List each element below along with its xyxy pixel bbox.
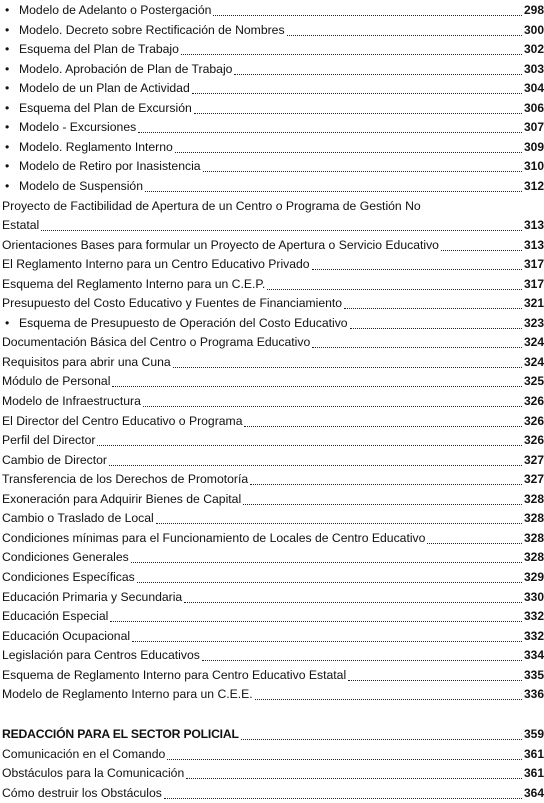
dot-leader (184, 602, 522, 603)
dot-leader (112, 386, 522, 387)
toc-entry-label: Comunicación en el Comando (2, 747, 166, 761)
toc-subentry (2, 137, 544, 157)
toc-entry (2, 411, 544, 431)
toc-page-number: 359 (523, 727, 544, 741)
toc-entry (2, 469, 544, 489)
dot-leader (186, 778, 522, 779)
dot-leader (143, 406, 522, 407)
toc-entry-label: Presupuesto del Costo Educativo y Fuentes de Financiamiento (2, 296, 343, 310)
toc-page-number: 312 (523, 179, 544, 193)
toc-entry-label: Cómo destruir los Obstáculos (2, 786, 162, 800)
dot-leader (41, 230, 522, 231)
dot-leader (255, 699, 522, 700)
toc-entry-label: Modelo de Retiro por Inasistencia (19, 159, 201, 173)
bullet-icon: • (5, 140, 10, 154)
dot-leader (241, 739, 522, 740)
toc-entry-label: Condiciones Específicas (2, 570, 135, 584)
toc-entry (2, 587, 544, 607)
toc-entry (2, 783, 544, 803)
toc-entry-label: Educación Ocupacional (2, 629, 131, 643)
toc-page-number: 328 (523, 511, 544, 525)
toc-page-number: 321 (523, 296, 544, 310)
dot-leader (250, 484, 522, 485)
toc-page-number: 328 (523, 531, 544, 545)
toc-subentry (2, 98, 544, 118)
toc-entry-label: Modelo. Reglamento Interno (19, 140, 173, 154)
bullet-icon: • (5, 3, 10, 17)
dot-leader (109, 465, 522, 466)
bullet-icon: • (5, 101, 10, 115)
toc-entry (2, 626, 544, 646)
bullet-icon: • (5, 159, 10, 173)
toc-entry-label: Esquema del Plan de Excursión (19, 101, 192, 115)
dot-leader (156, 523, 522, 524)
toc-entry-label: Esquema de Reglamento Interno para Centro Educativo Estatal (2, 668, 347, 682)
toc-page-number: 313 (523, 218, 544, 232)
toc-entry-label: Modelo de un Plan de Actividad (19, 81, 190, 95)
dot-leader (213, 15, 522, 16)
toc-entry-label: El Reglamento Interno para un Centro Educativo Privado (2, 257, 310, 271)
toc-page-number: 327 (523, 472, 544, 486)
toc-page-number: 303 (523, 62, 544, 76)
toc-entry (2, 684, 544, 704)
toc-subentry (2, 117, 544, 137)
dot-leader (427, 543, 522, 544)
toc-page-number: 364 (523, 786, 544, 800)
toc-entry-label: El Director del Centro Educativo o Programa (2, 414, 243, 428)
toc-page-number: 324 (523, 355, 544, 369)
dot-leader (137, 582, 522, 583)
toc-entry-label: Módulo de Personal (2, 374, 111, 388)
toc-entry (2, 489, 544, 509)
dot-leader (145, 191, 522, 192)
toc-page-number: 324 (523, 335, 544, 349)
dot-leader (344, 308, 522, 309)
toc-entry-label: Modelo de Suspensión (19, 179, 143, 193)
toc-entry (2, 547, 544, 567)
dot-leader (202, 660, 522, 661)
toc-entry (2, 606, 544, 626)
toc-section-heading (2, 724, 544, 744)
toc-page-number: 306 (523, 101, 544, 115)
toc-entry-label: Proyecto de Factibilidad de Apertura de un Centro o Programa de Gestión No (2, 199, 421, 213)
toc-entry-label: Cambio de Director (2, 453, 107, 467)
toc-page-number: 302 (523, 42, 544, 56)
toc-page-number: 330 (523, 590, 544, 604)
toc-entry-label: Transferencia de los Derechos de Promotoría (2, 472, 249, 486)
toc-entry-label: Modelo de Infraestructura (2, 394, 141, 408)
dot-leader (138, 132, 522, 133)
toc-page-number: 361 (523, 747, 544, 761)
toc-entry (2, 274, 544, 294)
dot-leader (173, 367, 522, 368)
toc-page-number: 307 (523, 120, 544, 134)
toc-entry-label: Estatal (2, 218, 40, 232)
dot-leader (175, 152, 522, 153)
toc-page-number: 323 (523, 316, 544, 330)
dot-leader (167, 759, 522, 760)
toc-page-number: 304 (523, 81, 544, 95)
toc-subentry (2, 176, 544, 196)
bullet-icon: • (5, 42, 10, 56)
dot-leader (203, 171, 522, 172)
toc-entry (2, 508, 544, 528)
toc-page-number: 317 (523, 277, 544, 291)
toc-entry (2, 430, 544, 450)
dot-leader (244, 426, 521, 427)
dot-leader (287, 35, 522, 36)
toc-page-number: 361 (523, 766, 544, 780)
toc-entry-label: REDACCIÓN PARA EL SECTOR POLICIAL (2, 727, 239, 741)
dot-leader (312, 347, 522, 348)
bullet-icon: • (5, 81, 10, 95)
toc-entry (2, 665, 544, 685)
dot-leader (164, 798, 522, 799)
toc-entry-label: Modelo. Decreto sobre Rectificación de Nombres (19, 23, 285, 37)
dot-leader (312, 269, 522, 270)
toc-entry (2, 763, 544, 783)
toc-page-number: 332 (523, 629, 544, 643)
toc-entry-label: Educación Primaria y Secundaria (2, 590, 183, 604)
toc-subentry (2, 59, 544, 79)
toc-subentry (2, 0, 544, 20)
toc-entry-label: Modelo. Aprobación de Plan de Trabajo (19, 62, 233, 76)
toc-entry (2, 196, 544, 216)
toc-entry-label: Condiciones Generales (2, 550, 129, 564)
toc-entry-label: Modelo de Reglamento Interno para un C.E.E. (2, 687, 253, 701)
toc-entry (2, 528, 544, 548)
dot-leader (267, 289, 522, 290)
toc-entry-label: Educación Especial (2, 609, 109, 623)
toc-page-number: 327 (523, 453, 544, 467)
toc-subentry (2, 313, 544, 333)
toc-page-number: 329 (523, 570, 544, 584)
toc-entry-label: Obstáculos para la Comunicación (2, 766, 185, 780)
toc-page-number: 309 (523, 140, 544, 154)
toc-entry-label: Perfil del Director (2, 433, 96, 447)
toc-entry-label: Esquema de Presupuesto de Operación del Costo Educativo (19, 316, 348, 330)
toc-page-number: 325 (523, 374, 544, 388)
bullet-icon: • (5, 62, 10, 76)
toc-entry-label: Documentación Básica del Centro o Programa Educativo (2, 335, 311, 349)
dot-leader (234, 74, 522, 75)
toc-page-number: 336 (523, 687, 544, 701)
toc-page-number: 298 (523, 3, 544, 17)
dot-leader (192, 93, 522, 94)
dot-leader (131, 562, 522, 563)
toc-entry (2, 371, 544, 391)
bullet-icon: • (5, 316, 10, 330)
toc-entry (2, 645, 544, 665)
dot-leader (243, 504, 522, 505)
bullet-icon: • (5, 120, 10, 134)
toc-subentry (2, 39, 544, 59)
toc-entry (2, 254, 544, 274)
bullet-icon: • (5, 179, 10, 193)
toc-entry (2, 744, 544, 764)
dot-leader (132, 641, 522, 642)
dot-leader (194, 113, 522, 114)
toc-entry (2, 235, 544, 255)
toc-subentry (2, 78, 544, 98)
toc-page-number: 326 (523, 433, 544, 447)
toc-entry (2, 352, 544, 372)
toc-page-number: 334 (523, 648, 544, 662)
toc-entry (2, 332, 544, 352)
dot-leader (348, 680, 522, 681)
toc-page-number: 328 (523, 492, 544, 506)
toc-entry-label: Requisitos para abrir una Cuna (2, 355, 171, 369)
toc-entry-label: Esquema del Reglamento Interno para un C.E.P. (2, 277, 266, 291)
toc-subentry (2, 156, 544, 176)
toc-page-number: 317 (523, 257, 544, 271)
bullet-icon: • (5, 23, 10, 37)
toc-entry-label: Esquema del Plan de Trabajo (19, 42, 179, 56)
toc-entry-label: Modelo - Excursiones (19, 120, 137, 134)
toc-page-number: 300 (523, 23, 544, 37)
toc-entry-label: Legislación para Centros Educativos (2, 648, 200, 662)
toc-page-number: 328 (523, 550, 544, 564)
toc-entry-label: Modelo de Adelanto o Postergación (19, 3, 212, 17)
toc-page-number: 335 (523, 668, 544, 682)
toc-page-number: 326 (523, 394, 544, 408)
dot-leader (350, 328, 522, 329)
dot-leader (181, 54, 522, 55)
toc-entry-label: Cambio o Traslado de Local (2, 511, 154, 525)
toc-page-number: 310 (523, 159, 544, 173)
toc-entry-label: Condiciones mínimas para el Funcionamiento de Locales de Centro Educativo (2, 531, 426, 545)
dot-leader (441, 250, 522, 251)
dot-leader (110, 621, 522, 622)
toc-entry (2, 215, 544, 235)
toc-entry (2, 391, 544, 411)
dot-leader (97, 445, 522, 446)
toc-page-number: 313 (523, 238, 544, 252)
toc-page-number: 332 (523, 609, 544, 623)
toc-entry (2, 567, 544, 587)
toc-entry-label: Orientaciones Bases para formular un Proyecto de Apertura o Servicio Educativo (2, 238, 439, 252)
toc-subentry (2, 20, 544, 40)
toc-entry-label: Exoneración para Adquirir Bienes de Capital (2, 492, 242, 506)
toc-entry (2, 293, 544, 313)
toc-page-number: 326 (523, 414, 544, 428)
toc-entry (2, 450, 544, 470)
